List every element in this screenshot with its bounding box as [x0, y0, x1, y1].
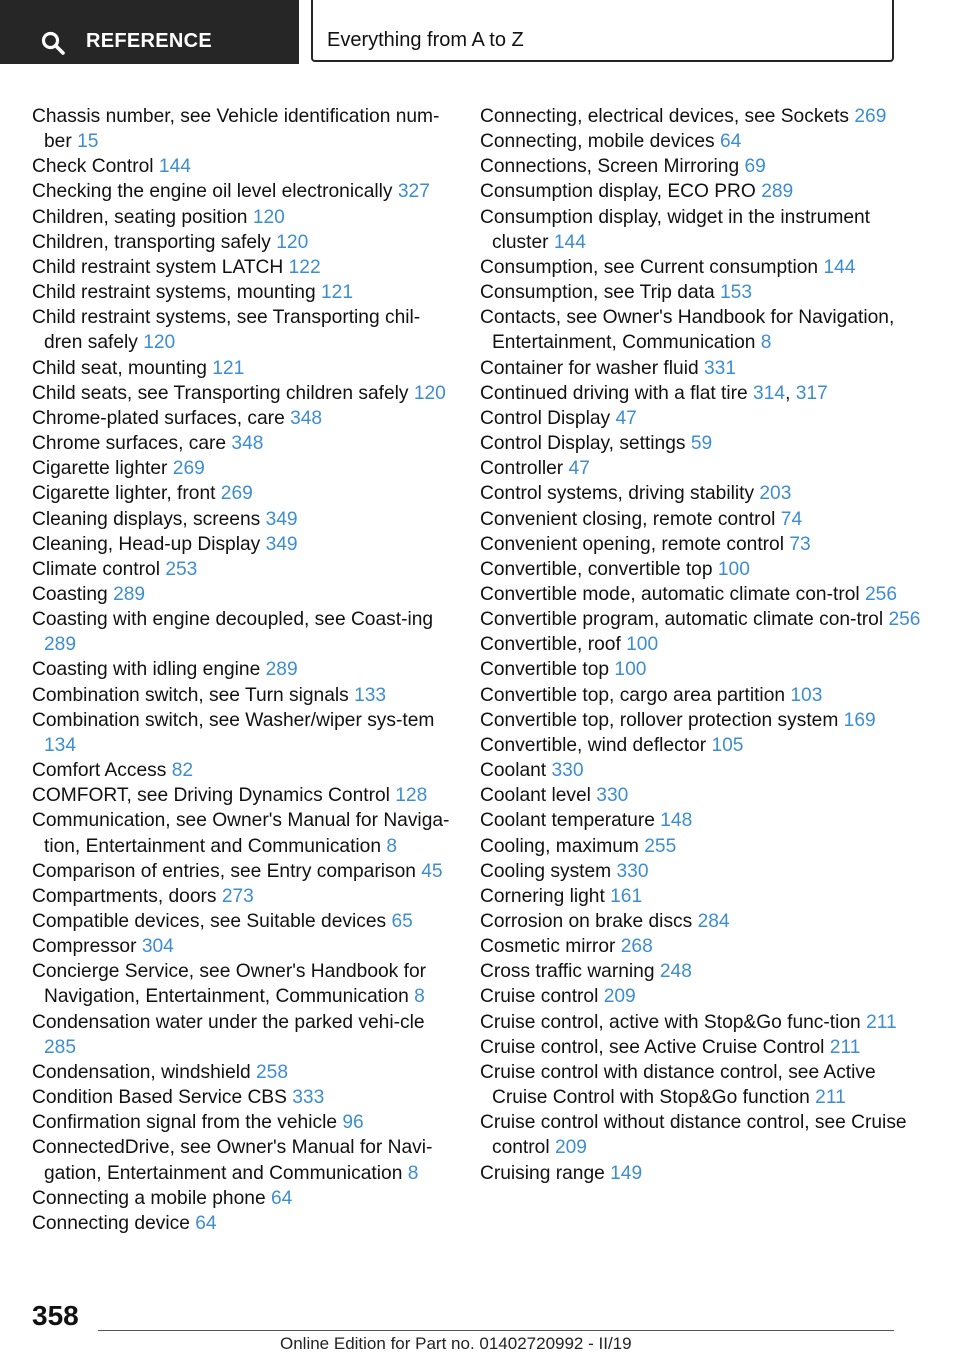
index-term: Chrome surfaces, care: [32, 433, 227, 455]
page-reference-link[interactable]: 348: [231, 433, 264, 455]
index-term: Consumption display, ECO PRO: [480, 181, 756, 203]
index-column-left: [32, 104, 452, 1236]
footer-edition: Online Edition for Part no. 01402720992 - II/19: [280, 1334, 632, 1353]
index-entry: [32, 280, 452, 305]
page-reference-link[interactable]: 103: [790, 684, 823, 706]
index-entry: [32, 104, 452, 154]
page-number: 358: [32, 1300, 79, 1331]
page-reference-link[interactable]: 314: [753, 382, 786, 404]
index-term: Convenient closing, remote control: [480, 508, 776, 530]
index-term: Convertible, convertible top: [480, 558, 713, 580]
index-term: Confirmation signal from the vehicle: [32, 1112, 338, 1134]
index-entry: [32, 758, 452, 783]
index-term: Convertible, wind deflector: [480, 734, 707, 756]
page-reference-link[interactable]: 284: [697, 911, 730, 932]
index-term: Coolant level: [480, 785, 591, 807]
index-entry: [480, 507, 930, 532]
page-reference-link[interactable]: 253: [165, 558, 198, 580]
index-term: Connecting a mobile phone: [32, 1187, 266, 1209]
index-term: Cruise control without distance control, see Cruise control: [480, 1112, 907, 1159]
index-entry: [32, 205, 452, 230]
page-reference-link[interactable]: 65: [391, 911, 413, 932]
index-term: Control Display, settings: [480, 433, 686, 455]
page-reference-link[interactable]: 211: [815, 1087, 846, 1109]
index-term: COMFORT, see Driving Dynamics Control: [32, 785, 390, 807]
page-reference-link[interactable]: 100: [626, 634, 659, 656]
index-entry: [480, 934, 930, 959]
index-entry: [32, 481, 452, 506]
index-term: Communication, see Owner's Manual for Naviga‐tion, Entertainment and Communication: [32, 810, 450, 857]
page-reference-link[interactable]: 269: [172, 458, 205, 480]
index-entry: [480, 632, 930, 657]
index-term: Control systems, driving stability: [480, 483, 755, 505]
index-term: Cleaning displays, screens: [32, 508, 261, 530]
index-term: Child seats, see Transporting children safely: [32, 382, 409, 404]
index-term: Cruise control, active with Stop&Go func‐tion: [480, 1011, 861, 1033]
index-entry: [32, 255, 452, 280]
page-reference-link[interactable]: 134: [44, 734, 77, 756]
page-reference-link[interactable]: 82: [171, 760, 194, 782]
index-entry: [32, 582, 452, 607]
page-header: [0, 0, 960, 66]
index-entry: [480, 1060, 930, 1110]
index-entry: [32, 884, 452, 909]
index-term: Convertible top, rollover protection system: [480, 709, 839, 731]
index-entry: [480, 1010, 930, 1035]
index-term: Child restraint systems, mounting: [32, 282, 316, 304]
index-entry: [480, 255, 930, 280]
index-term: Child seat, mounting: [32, 357, 207, 379]
page-reference-link[interactable]: 333: [292, 1087, 325, 1109]
page-reference-link[interactable]: 149: [610, 1162, 643, 1184]
page-reference-link[interactable]: 144: [823, 256, 856, 278]
index-term: Concierge Service, see Owner's Handbook for Navigation, Entertainment, Communication: [32, 961, 426, 1008]
page-reference-link[interactable]: 269: [854, 106, 887, 127]
index-term: Condensation, windshield: [32, 1061, 251, 1083]
page-reference-link[interactable]: 285: [44, 1036, 77, 1058]
page-reference-link[interactable]: 211: [866, 1011, 897, 1033]
index-term: Coasting: [32, 583, 108, 605]
index-entry: [32, 708, 452, 758]
index-term: Control Display: [480, 407, 611, 429]
index-entry: [480, 406, 930, 431]
page-reference-link[interactable]: 256: [888, 609, 921, 631]
page-reference-link[interactable]: 211: [829, 1036, 861, 1058]
index-entry: [480, 381, 930, 406]
page-reference-link[interactable]: 8: [414, 986, 425, 1008]
index-term: ConnectedDrive, see Owner's Manual for Navi‐gation, Entertainment and Communication: [32, 1137, 433, 1184]
index-entry: [480, 1110, 930, 1160]
index-term: Cooling system: [480, 860, 612, 882]
page-reference-link[interactable]: 289: [44, 634, 77, 656]
index-entry: [32, 532, 452, 557]
index-term: Controller: [480, 458, 564, 480]
index-term: Climate control: [32, 558, 160, 580]
page-reference-link[interactable]: 64: [270, 1187, 293, 1209]
index-term: Cruise control, see Active Cruise Control: [480, 1036, 825, 1058]
index-entry: [480, 557, 930, 582]
page-reference-link[interactable]: 248: [659, 961, 692, 983]
index-entry: [480, 532, 930, 557]
page-reference-link[interactable]: 128: [395, 785, 428, 807]
index-term: Coolant temperature: [480, 810, 655, 832]
page-reference-link[interactable]: 268: [620, 936, 653, 958]
index-term: Cornering light: [480, 885, 605, 907]
index-entry: [480, 129, 930, 154]
index-entry: [32, 230, 452, 255]
page-reference-link[interactable]: 348: [290, 407, 323, 429]
index-term: Check Control: [32, 156, 154, 178]
page-reference-link[interactable]: 73: [789, 533, 811, 555]
index-term: Cosmetic mirror: [480, 936, 616, 958]
index-term: Cross traffic warning: [480, 961, 655, 983]
page-reference-link[interactable]: 64: [720, 131, 742, 153]
index-entry: [32, 305, 452, 355]
index-term: Convertible program, automatic climate con‐trol: [480, 609, 884, 631]
index-term: Coasting with idling engine: [32, 659, 261, 681]
page-reference-link[interactable]: 105: [711, 734, 744, 756]
index-entry: [480, 708, 930, 733]
index-term: Convenient opening, remote control: [480, 533, 784, 555]
index-term: Comfort Access: [32, 760, 167, 782]
index-term: Condensation water under the parked vehi‐cle: [32, 1011, 425, 1033]
index-term: Condition Based Service CBS: [32, 1087, 287, 1109]
index-term: Contacts, see Owner's Handbook for Navigation, Entertainment, Communication: [480, 307, 895, 354]
page-reference-link[interactable]: 258: [256, 1061, 289, 1083]
page-reference-link[interactable]: 64: [195, 1212, 217, 1234]
index-term: Cigarette lighter, front: [32, 483, 216, 505]
page-reference-link[interactable]: 59: [690, 433, 713, 455]
index-entry: [480, 582, 930, 607]
index-term: Chassis number, see Vehicle identification num‐ber: [32, 106, 440, 153]
index-entry: [480, 1035, 930, 1060]
footer-divider: [98, 1330, 894, 1331]
index-entry: [32, 934, 452, 959]
index-term: Cigarette lighter: [32, 458, 168, 480]
index-entry: [480, 280, 930, 305]
index-entry: [32, 959, 452, 1009]
index-entry: [480, 683, 930, 708]
page-reference-link[interactable]: 304: [141, 936, 174, 958]
index-term: Connections, Screen Mirroring: [480, 156, 740, 178]
index-term: Convertible top: [480, 659, 610, 681]
page-reference-link[interactable]: 255: [644, 835, 677, 857]
page-reference-link[interactable]: 330: [596, 785, 629, 807]
index-term: Consumption, see Current consumption: [480, 256, 819, 278]
section-title-tab: [311, 0, 894, 62]
index-entry: [32, 909, 452, 934]
page-separator: ,: [785, 382, 791, 404]
page-reference-link[interactable]: 327: [397, 181, 430, 203]
page-reference-link[interactable]: 100: [717, 558, 750, 580]
index-entry: [32, 179, 452, 204]
index-term: Child restraint systems, see Transporting chil‐dren safely: [32, 307, 421, 354]
page-reference-link[interactable]: 96: [342, 1112, 364, 1134]
index-term: Convertible top, cargo area partition: [480, 684, 786, 706]
page-reference-link[interactable]: 349: [265, 533, 298, 555]
index-term: Combination switch, see Washer/wiper sys‐tem: [32, 709, 435, 731]
page-reference-link[interactable]: 133: [354, 684, 387, 706]
page-reference-link[interactable]: 161: [610, 885, 643, 907]
index-entry: [480, 834, 930, 859]
index-term: Coolant: [480, 760, 547, 782]
index-term: Compatible devices, see Suitable devices: [32, 911, 387, 932]
index-entry: [480, 481, 930, 506]
index-column-right: [480, 104, 930, 1186]
index-term: Cruise control: [480, 986, 599, 1008]
index-term: Child restraint system LATCH: [32, 256, 284, 278]
search-icon: [40, 30, 66, 56]
index-term: Children, seating position: [32, 206, 248, 228]
page-reference-link[interactable]: 209: [554, 1137, 587, 1159]
section-title: Everything from A to Z: [327, 29, 524, 51]
page-reference-link[interactable]: 289: [761, 181, 794, 203]
index-term: Compartments, doors: [32, 885, 217, 907]
page-reference-link[interactable]: 100: [614, 659, 647, 681]
index-entry: [480, 179, 930, 204]
page-reference-link[interactable]: 122: [288, 256, 321, 278]
page-reference-link[interactable]: 121: [212, 357, 245, 379]
index-entry: [480, 733, 930, 758]
page-reference-link[interactable]: 74: [780, 508, 803, 530]
page-reference-link[interactable]: 144: [553, 231, 586, 253]
index-term: Cruising range: [480, 1162, 605, 1184]
index-term: Children, transporting safely: [32, 231, 271, 253]
index-entry: [32, 657, 452, 682]
index-term: Cooling, maximum: [480, 835, 639, 857]
page-reference-link[interactable]: 330: [551, 760, 584, 782]
reference-label: REFERENCE: [86, 30, 213, 52]
index-term: Checking the engine oil level electronically: [32, 181, 393, 203]
page-reference-link[interactable]: 256: [865, 583, 898, 605]
index-entry: [480, 607, 930, 632]
index-entry: [480, 808, 930, 833]
page-reference-link[interactable]: 144: [158, 156, 191, 178]
index-entry: [32, 1060, 452, 1085]
index-entry: [480, 984, 930, 1009]
index-term: Comparison of entries, see Entry comparison: [32, 860, 416, 882]
index-term: Coasting with engine decoupled, see Coast‐ing: [32, 609, 434, 631]
index-entry: [32, 1110, 452, 1135]
index-entry: [32, 1010, 452, 1060]
page-reference-link[interactable]: 8: [386, 835, 398, 857]
index-term: Container for washer fluid: [480, 357, 699, 379]
page-reference-link[interactable]: 153: [720, 282, 753, 304]
index-term: Convertible, roof: [480, 634, 621, 656]
index-entry: [32, 431, 452, 456]
index-entry: [32, 1135, 452, 1185]
page-reference-link[interactable]: 330: [616, 860, 649, 882]
index-entry: [480, 959, 930, 984]
index-entry: [480, 657, 930, 682]
index-term: Compressor: [32, 936, 137, 958]
index-entry: [32, 381, 452, 406]
index-term: Consumption display, widget in the instrument cluster: [480, 206, 870, 253]
index-entry: [32, 1211, 452, 1236]
page-reference-link[interactable]: 47: [615, 407, 637, 429]
index-entry: [480, 884, 930, 909]
index-term: Corrosion on brake discs: [480, 911, 693, 932]
index-entry: [32, 456, 452, 481]
index-term: Continued driving with a flat tire: [480, 382, 748, 404]
index-entry: [32, 406, 452, 431]
page-reference-link[interactable]: 47: [568, 458, 590, 480]
page-reference-link[interactable]: 120: [276, 231, 309, 253]
page-reference-link[interactable]: 349: [265, 508, 298, 530]
index-entry: [32, 783, 452, 808]
page-reference-link[interactable]: 273: [221, 885, 254, 907]
page-reference-link[interactable]: 120: [143, 332, 176, 354]
index-entry: [32, 356, 452, 381]
index-entry: [32, 683, 452, 708]
page-reference-link[interactable]: 45: [421, 860, 443, 882]
index-entry: [480, 1161, 930, 1186]
index-term: Cleaning, Head-up Display: [32, 533, 261, 555]
index-entry: [32, 557, 452, 582]
page-reference-link[interactable]: 203: [759, 483, 792, 505]
index-entry: [480, 783, 930, 808]
page-reference-link[interactable]: 317: [795, 382, 828, 404]
index-entry: [480, 456, 930, 481]
index-term: Convertible mode, automatic climate con‐trol: [480, 583, 860, 605]
index-entry: [32, 507, 452, 532]
index-term: Chrome-plated surfaces, care: [32, 407, 285, 429]
index-entry: [480, 356, 930, 381]
page-reference-link[interactable]: 69: [744, 156, 766, 178]
index-entry: [480, 431, 930, 456]
page-reference-link[interactable]: 289: [265, 659, 298, 681]
index-term: Connecting device: [32, 1212, 190, 1234]
page-reference-link[interactable]: 289: [113, 583, 146, 605]
page-reference-link[interactable]: 269: [220, 483, 253, 505]
page-reference-link[interactable]: 148: [660, 810, 693, 832]
page-reference-link[interactable]: 15: [77, 131, 99, 153]
index-term: Cruise control with distance control, see Active Cruise Control with Stop&Go function: [480, 1061, 876, 1109]
page-reference-link[interactable]: 331: [703, 357, 736, 379]
index-term: Combination switch, see Turn signals: [32, 684, 349, 706]
page-reference-link[interactable]: 169: [843, 709, 876, 731]
index-entry: [32, 859, 452, 884]
index-term: Consumption, see Trip data: [480, 282, 715, 304]
index-entry: [32, 154, 452, 179]
page-reference-link[interactable]: 8: [407, 1162, 419, 1184]
index-entry: [480, 859, 930, 884]
page-reference-link[interactable]: 209: [603, 986, 636, 1008]
page-reference-link[interactable]: 8: [760, 332, 772, 354]
index-entry: [32, 1186, 452, 1211]
index-entry: [480, 305, 930, 355]
index-entry: [480, 104, 930, 129]
index-entry: [32, 1085, 452, 1110]
reference-tab[interactable]: [0, 0, 299, 64]
index-term: Connecting, electrical devices, see Sockets: [480, 106, 850, 127]
page-reference-link[interactable]: 120: [252, 206, 285, 228]
index-entry: [32, 607, 452, 657]
index-entry: [480, 909, 930, 934]
index-entry: [480, 758, 930, 783]
page-reference-link[interactable]: 120: [413, 382, 446, 404]
page-reference-link[interactable]: 121: [321, 282, 354, 304]
index-term: Connecting, mobile devices: [480, 131, 715, 153]
index-entry: [480, 154, 930, 179]
index-entry: [32, 808, 452, 858]
index-entry: [480, 205, 930, 255]
